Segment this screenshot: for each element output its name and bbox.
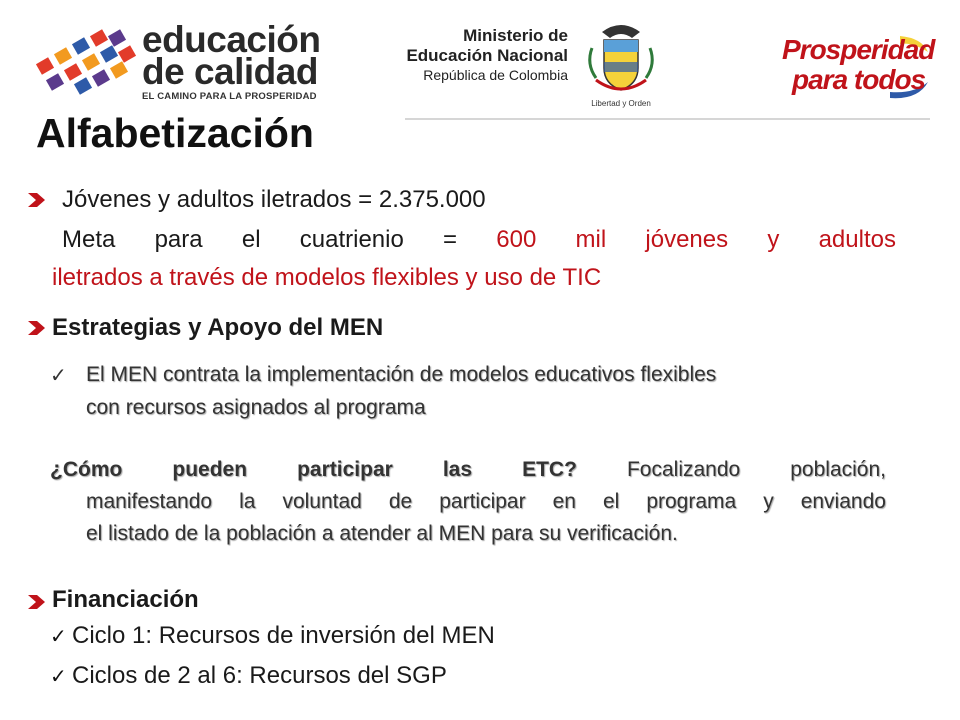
- answer-word: de: [388, 490, 413, 513]
- red-chevron-icon: [26, 192, 46, 208]
- financing-item-1: Ciclo 1: Recursos de inversión del MEN: [72, 622, 495, 649]
- answer-word: en: [552, 490, 576, 513]
- slogan-line2: para todos: [792, 64, 926, 95]
- page-title: Alfabetización: [36, 110, 314, 156]
- checkmark-icon: ✓: [50, 626, 67, 648]
- illiterate-count: Jóvenes y adultos iletrados = 2.375.000: [62, 186, 486, 213]
- answer-word: la: [239, 490, 256, 513]
- red-chevron-icon: [26, 320, 46, 336]
- etc-question-line1: [50, 458, 886, 482]
- answer-word: voluntad: [282, 490, 362, 513]
- question-word: participar: [297, 458, 393, 481]
- checkmark-icon: ✓: [50, 365, 67, 387]
- red-chevron-icon: [26, 594, 46, 610]
- goal-word: mil: [575, 226, 607, 253]
- answer-word: enviando: [800, 490, 886, 513]
- answer-word: y: [763, 490, 774, 513]
- question-word: las: [442, 458, 473, 481]
- financing-heading: Financiación: [52, 586, 199, 613]
- prosperidad-para-todos-logo: [772, 30, 935, 100]
- ministry-line2: Educación Nacional: [406, 46, 568, 65]
- ministry-motto: Libertad y Orden: [591, 99, 651, 108]
- goal-word: Meta: [62, 226, 116, 253]
- etc-answer-line3: el listado de la población a atender al MEN para su verificación.: [86, 522, 678, 545]
- strategies-heading: Estrategias y Apoyo del MEN: [52, 314, 384, 341]
- edu-logo-line2: de calidad: [142, 51, 318, 92]
- question-word: ¿Cómo: [50, 458, 123, 481]
- ministry-line3: República de Colombia: [423, 67, 568, 83]
- goal-word: adultos: [818, 226, 896, 253]
- goal-word: jóvenes: [645, 226, 729, 253]
- strategy-bullet-line1: El MEN contrata la implementación de modelos educativos flexibles: [86, 363, 717, 386]
- edu-logo-tagline: EL CAMINO PARA LA PROSPERIDAD: [142, 91, 317, 102]
- ministry-line1: Ministerio de: [463, 26, 568, 45]
- goal-word: 600: [496, 226, 537, 253]
- slogan-line1: Prosperidad: [782, 34, 935, 65]
- colored-cubes-icon: [30, 28, 140, 98]
- edu-logo-line1: educación: [142, 19, 321, 60]
- goal-line2: iletrados a través de modelos flexibles y uso de TIC: [52, 264, 602, 291]
- answer-word: el: [602, 490, 620, 513]
- educacion-de-calidad-logo: [30, 18, 321, 102]
- answer-word: manifestando: [86, 490, 213, 513]
- goal-word: el: [241, 226, 261, 253]
- ministerio-logo: [398, 26, 568, 106]
- goal-word: para: [154, 226, 203, 253]
- answer-word: población,: [790, 458, 886, 481]
- goal-word: y: [767, 226, 780, 253]
- header-divider: [405, 118, 930, 120]
- question-word: ETC?: [522, 458, 577, 481]
- goal-line1: [62, 226, 896, 254]
- goal-word: cuatrienio: [299, 226, 404, 253]
- answer-word: Focalizando: [626, 458, 741, 481]
- goal-word: =: [443, 226, 458, 253]
- etc-answer-line2: [86, 490, 886, 514]
- answer-word: programa: [646, 490, 737, 513]
- answer-word: participar: [439, 490, 526, 513]
- checkmark-icon: ✓: [50, 666, 67, 688]
- financing-item-2: Ciclos de 2 al 6: Recursos del SGP: [72, 662, 447, 689]
- colombia-coat-of-arms-icon: [582, 18, 660, 112]
- question-word: pueden: [172, 458, 248, 481]
- strategy-bullet-line2: con recursos asignados al programa: [86, 396, 426, 419]
